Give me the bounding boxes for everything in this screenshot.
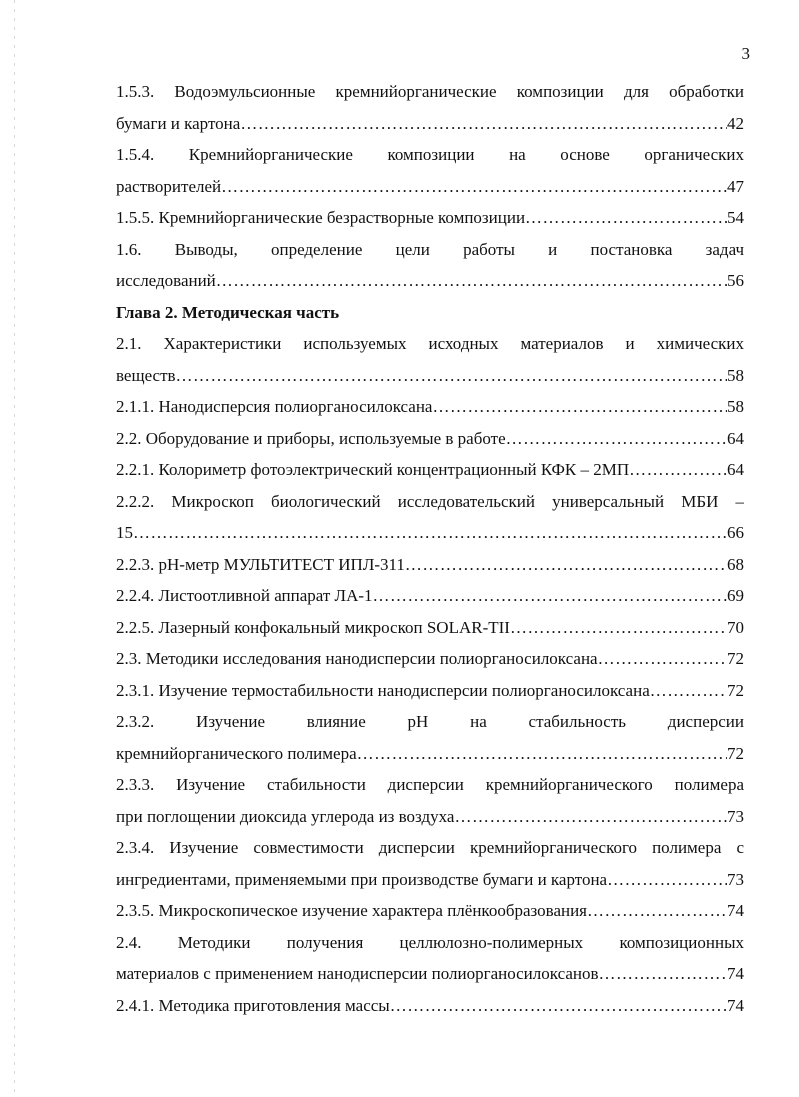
toc-entry xyxy=(116,265,744,297)
toc-entry xyxy=(116,517,744,549)
toc-leader-dots xyxy=(598,643,727,675)
toc-page-number: 74 xyxy=(727,964,744,983)
toc-entry-title: 2.2.1. Колориметр фотоэлектрический концентрационный КФК – 2МП xyxy=(116,460,630,479)
toc-entry xyxy=(116,108,744,140)
toc-entry-line: 1.5.3. Водоэмульсионные кремнийорганические композиции для обработки xyxy=(116,82,744,101)
toc-entry-title: 1.5.5. Кремнийорганические безрастворные композиции xyxy=(116,208,526,227)
toc-leader-dots xyxy=(432,391,727,423)
toc-entry-title: 2.3.5. Микроскопическое изучение характера плёнкообразования xyxy=(116,901,588,920)
toc-entry-line: 2.2.2. Микроскоп биологический исследовательский универсальный МБИ – xyxy=(116,491,744,511)
toc-entry xyxy=(116,675,744,707)
toc-leader-dots xyxy=(510,612,727,644)
toc-entry xyxy=(116,990,744,1022)
toc-page-number: 72 xyxy=(727,743,744,763)
toc-entry xyxy=(116,801,744,833)
toc-leader-dots xyxy=(607,864,727,896)
toc-leader-dots xyxy=(405,549,727,581)
toc-leader-dots xyxy=(629,454,727,486)
toc-entry xyxy=(116,580,744,612)
toc-leader-dots xyxy=(599,958,727,990)
toc-entry-title: веществ xyxy=(116,365,176,385)
toc-entry-line: 2.1. Характеристики используемых исходных материалов и химических xyxy=(116,334,744,353)
toc-entry-title: 2.2. Оборудование и приборы, используемые в работе xyxy=(116,428,506,448)
toc-page-number: 58 xyxy=(727,365,744,385)
toc-entry-title: 2.3.1. Изучение термостабильности нанодисперсии полиорганосилоксана xyxy=(116,680,650,700)
toc-entry xyxy=(116,895,744,927)
toc-entry-title: 2.1.1. Нанодисперсия полиорганосилоксана xyxy=(116,397,433,416)
toc-entry xyxy=(116,738,744,770)
toc-entry-title: 2.4.1. Методика приготовления массы xyxy=(116,995,390,1015)
toc-leader-dots xyxy=(390,990,727,1022)
toc-entry-title: материалов с применением нанодисперсии полиорганосилоксанов xyxy=(116,964,599,983)
toc-entry xyxy=(116,391,744,423)
toc-page-number: 42 xyxy=(727,113,744,133)
toc-entry xyxy=(116,202,744,234)
toc-page-number: 68 xyxy=(727,554,744,574)
toc-page-number: 66 xyxy=(727,523,744,542)
toc-page-number: 54 xyxy=(727,208,744,227)
table-of-contents xyxy=(116,76,744,1021)
scan-edge-artifact xyxy=(14,0,15,1097)
toc-page-number: 74 xyxy=(727,901,744,920)
toc-entry-title: 2.2.4. Листоотливной аппарат ЛА-1 xyxy=(116,586,373,605)
toc-page-number: 73 xyxy=(727,806,744,826)
toc-page-number: 74 xyxy=(727,995,744,1015)
toc-page-number: 64 xyxy=(727,460,744,479)
toc-entry-title: исследований xyxy=(116,271,216,290)
toc-page-number: 69 xyxy=(727,586,744,605)
toc-entry-title: 15 xyxy=(116,523,133,542)
toc-entry-title: 2.3. Методики исследования нанодисперсии полиорганосилоксана xyxy=(116,649,598,668)
chapter-heading: Глава 2. Методическая часть xyxy=(116,302,340,322)
toc-page-number: 73 xyxy=(727,869,744,889)
toc-leader-dots xyxy=(221,171,727,203)
toc-entry xyxy=(116,643,744,675)
toc-leader-dots xyxy=(587,895,727,927)
toc-page-number: 72 xyxy=(727,649,744,668)
toc-page-number: 70 xyxy=(727,617,744,637)
toc-leader-dots xyxy=(373,580,727,612)
toc-entry-title: 2.2.5. Лазерный конфокальный микроскоп SOLAR-TII xyxy=(116,617,510,637)
toc-entry-line: 1.5.4. Кремнийорганические композиции на основе органических xyxy=(116,145,744,164)
toc-leader-dots xyxy=(176,360,727,392)
toc-leader-dots xyxy=(454,801,727,833)
toc-page-number: 58 xyxy=(727,397,744,416)
toc-entry xyxy=(116,864,744,896)
toc-entry-title: бумаги и картона xyxy=(116,113,241,133)
toc-entry-line: 2.4. Методики получения целлюлозно-полимерных композиционных xyxy=(116,932,744,952)
toc-entry xyxy=(116,612,744,644)
toc-leader-dots xyxy=(240,108,727,140)
toc-entry-title: ингредиентами, применяемыми при производстве бумаги и картона xyxy=(116,869,608,889)
toc-leader-dots xyxy=(216,265,727,297)
toc-page-number: 72 xyxy=(727,680,744,700)
toc-entry-title: при поглощении диоксида углерода из воздуха xyxy=(116,806,455,826)
toc-entry-line: 2.3.4. Изучение совместимости дисперсии кремнийорганического полимера с xyxy=(116,838,744,857)
toc-leader-dots xyxy=(133,517,727,549)
toc-entry-title: 2.2.3. pH-метр МУЛЬТИТЕСТ ИПЛ-311 xyxy=(116,554,405,574)
toc-entry xyxy=(116,423,744,455)
toc-entry xyxy=(116,958,744,990)
toc-leader-dots xyxy=(650,675,727,707)
toc-leader-dots xyxy=(506,423,727,455)
toc-entry xyxy=(116,549,744,581)
toc-leader-dots xyxy=(357,738,727,770)
toc-entry-line: 1.6. Выводы, определение цели работы и постановка задач xyxy=(116,239,744,259)
toc-page-number: 56 xyxy=(727,271,744,290)
toc-page-number: 47 xyxy=(727,176,744,196)
toc-page-number: 64 xyxy=(727,428,744,448)
toc-entry-title: кремнийорганического полимера xyxy=(116,743,357,763)
page-number: 3 xyxy=(741,44,750,63)
toc-entry xyxy=(116,360,744,392)
toc-leader-dots xyxy=(525,202,727,234)
toc-entry-line: 2.3.3. Изучение стабильности дисперсии кремнийорганического полимера xyxy=(116,775,744,794)
toc-entry-title: растворителей xyxy=(116,176,222,196)
toc-entry-line: 2.3.2. Изучение влияние pH на стабильность дисперсии xyxy=(116,712,744,731)
toc-entry xyxy=(116,171,744,203)
toc-entry xyxy=(116,454,744,486)
